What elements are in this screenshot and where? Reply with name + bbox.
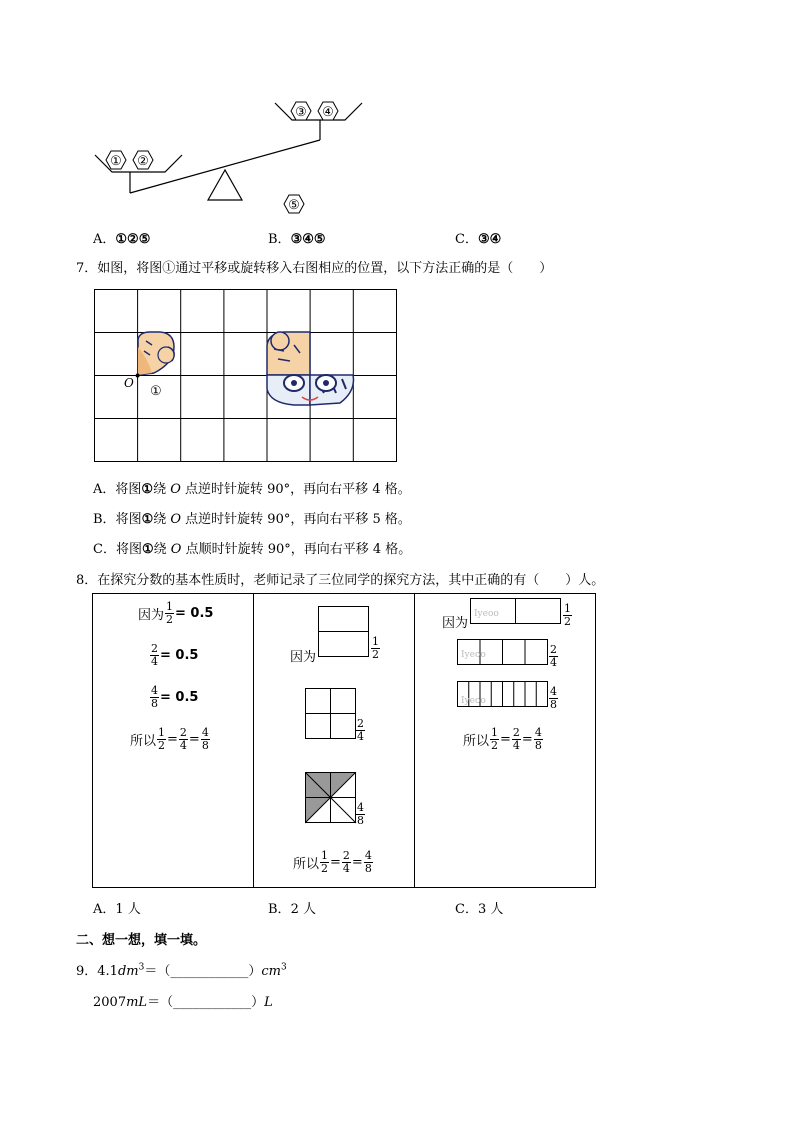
q6-option-a[interactable]: A．①②⑤ <box>93 232 151 247</box>
col3-eighths-strip <box>457 681 549 709</box>
col3-halves-strip <box>470 598 562 626</box>
watermark: Iyeoo <box>461 696 486 706</box>
q7-grid-figure <box>94 289 398 463</box>
q8-option-b[interactable]: B．2 人 <box>268 902 316 917</box>
col3-because: 因为 <box>442 616 469 631</box>
col2-frac-eighths: $\frac{4}{8}$ <box>357 801 364 827</box>
col1-line-3: $\frac{4}{8}$ = 0.5 <box>151 684 199 710</box>
table-divider <box>253 593 254 888</box>
q8-stem: 8．在探究分数的基本性质时，老师记录了三位同学的探究方法，其中正确的有（ ）人。 <box>76 573 605 588</box>
point-o-label: O <box>124 376 134 390</box>
shape-1-label: ① <box>150 384 162 399</box>
table-divider <box>414 593 415 888</box>
weight-1 <box>106 151 126 169</box>
weight-4 <box>318 102 338 120</box>
weight-label: ② <box>137 154 149 169</box>
weight-label: ⑤ <box>288 198 300 213</box>
section-2-title: 二、想一想，填一填。 <box>76 933 207 948</box>
col2-because: 因为 <box>290 650 317 665</box>
answer-blank[interactable]: ____________ <box>173 995 252 1010</box>
col1-line-2: $\frac{2}{4}$ = 0.5 <box>151 642 199 668</box>
balance-figure <box>90 95 370 220</box>
option-text: ③④⑤ <box>290 232 326 247</box>
q8-option-c[interactable]: C．3 人 <box>455 902 504 917</box>
col3-fourths-strip <box>457 639 549 667</box>
col3-frac-fourths: $\frac{2}{4}$ <box>550 643 557 669</box>
point-o <box>136 374 140 378</box>
col1-line-1: 因为 $\frac{1}{2}$ = 0.5 <box>138 600 214 626</box>
weight-2 <box>133 151 153 169</box>
option-text: ①②⑤ <box>115 232 151 247</box>
q9-line-2: 2007mL＝（____________）L <box>93 995 273 1010</box>
q6-option-b[interactable]: B．③④⑤ <box>268 232 326 247</box>
weight-label: ③ <box>295 105 307 120</box>
watermark: Iyeoo <box>461 650 486 660</box>
col3-conclusion: 所以 $\frac{1}{2}$ = $\frac{2}{4}$ = $\frac{4}{8}$ <box>463 726 542 752</box>
col2-half-rect <box>318 606 370 658</box>
shape-1-quarter-cat <box>138 332 174 375</box>
col2-frac-half: $\frac{1}{2}$ <box>372 635 379 661</box>
balance-beam <box>130 140 320 193</box>
target-cat-face <box>267 332 353 405</box>
option-text: ③④ <box>477 232 502 247</box>
q7-option-b[interactable]: B．将图①绕 O 点逆时针旋转 90°，再向右平移 5 格。 <box>93 512 411 527</box>
col3-frac-half: $\frac{1}{2}$ <box>564 602 571 628</box>
weight-3 <box>291 102 311 120</box>
fulcrum-triangle <box>208 170 242 200</box>
col2-conclusion: 所以 $\frac{1}{2}$ = $\frac{2}{4}$ = $\frac{4}{8}$ <box>293 849 372 875</box>
q8-option-a[interactable]: A．1 人 <box>93 902 141 917</box>
q7-option-a[interactable]: A．将图①绕 O 点逆时针旋转 90°，再向右平移 4 格。 <box>93 482 411 497</box>
weight-label: ④ <box>322 105 334 120</box>
q9-line-1: 9．$4.1dm^3=(\_\_\_\_\_\_\_\_\_\_\_\_)cm^3$ <box>76 962 287 979</box>
q7-stem: 7．如图，将图①通过平移或旋转移入右图相应的位置，以下方法正确的是（ ） <box>76 261 553 276</box>
weight-5 <box>284 195 304 213</box>
col2-frac-fourths: $\frac{2}{4}$ <box>357 717 364 743</box>
col2-fourths-rect <box>305 688 357 740</box>
watermark: Iyeoo <box>474 609 499 619</box>
q7-option-c[interactable]: C．将图①绕 O 点顺时针旋转 90°，再向右平移 4 格。 <box>93 542 412 557</box>
col3-frac-eighths: $\frac{4}{8}$ <box>550 685 557 711</box>
answer-blank[interactable]: ____________ <box>170 964 249 979</box>
weight-label: ① <box>110 154 122 169</box>
col2-eighths-rect <box>305 772 357 824</box>
col1-conclusion: 所以 $\frac{1}{2}$ = $\frac{2}{4}$ = $\frac{4}{8}$ <box>130 726 209 752</box>
q6-option-c[interactable]: C．③④ <box>455 232 502 247</box>
